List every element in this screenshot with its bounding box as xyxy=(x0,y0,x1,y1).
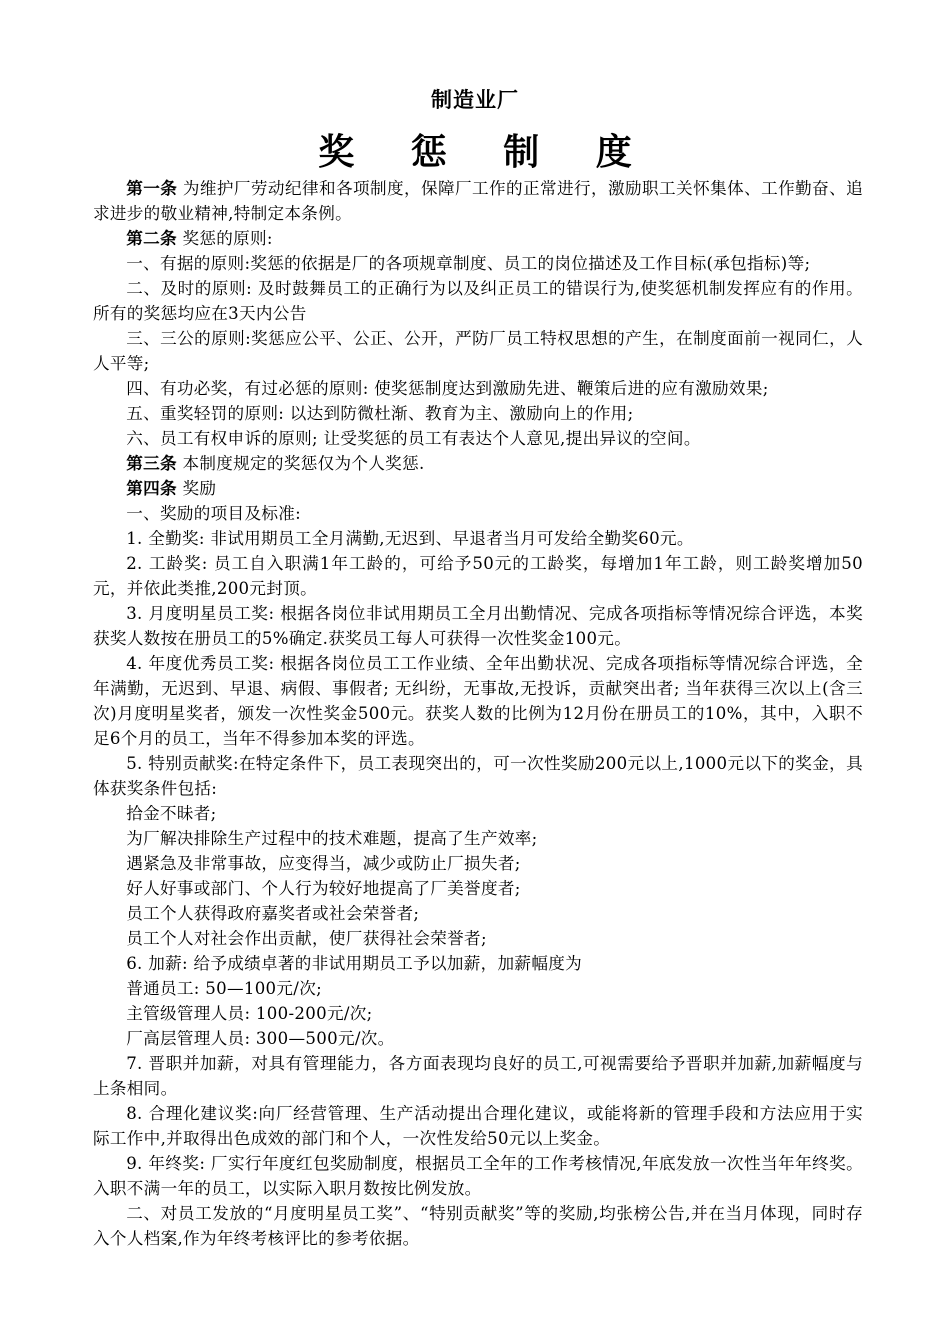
paragraph-text: 五、重奖轻罚的原则: 以达到防微杜渐、教育为主、激励向上的作用; xyxy=(126,404,634,423)
paragraph xyxy=(93,601,863,651)
paragraph xyxy=(93,1151,863,1201)
list-item xyxy=(93,876,863,901)
list-item xyxy=(93,801,863,826)
paragraph-text: 8. 合理化建议奖:向厂经营管理、生产活动提出合理化建议，或能将新的管理手段和方法应用于实际工作中,并取得出色成效的部门和个人，一次性发给50元以上奖金。 xyxy=(93,1104,863,1148)
paragraph xyxy=(93,651,863,751)
paragraph xyxy=(93,951,863,976)
article-label: 第一条 xyxy=(126,179,178,198)
list-item-text: 主管级管理人员: 100-200元/次; xyxy=(126,1004,373,1023)
document-body xyxy=(93,176,863,1251)
paragraph-text: 一、奖励的项目及标准: xyxy=(126,504,302,523)
paragraph xyxy=(93,376,863,401)
paragraph-text: 四、有功必奖，有过必惩的原则: 使奖惩制度达到激励先进、鞭策后进的应有激励效果; xyxy=(126,379,769,398)
paragraph xyxy=(93,326,863,376)
paragraph-text: 2. 工龄奖: 员工自入职满1年工龄的，可给予50元的工龄奖，每增加1年工龄，则工龄奖增加50元，并依此类推,200元封顶。 xyxy=(93,554,863,598)
paragraph-text: 二、对员工发放的“月度明星员工奖”、“特别贡献奖”等的奖励,均张榜公告,并在当月体现，同时存入个人档案,作为年终考核评比的参考依据。 xyxy=(93,1204,863,1248)
list-item-text: 拾金不昧者; xyxy=(126,804,217,823)
paragraph xyxy=(93,1051,863,1101)
list-item xyxy=(93,851,863,876)
paragraph-text: 9. 年终奖: 厂实行年度红包奖励制度，根据员工全年的工作考核情况,年底发放一次性当年年终奖。入职不满一年的员工，以实际入职月数按比例发放。 xyxy=(93,1154,863,1198)
paragraph-text: 本制度规定的奖惩仅为个人奖惩. xyxy=(182,454,425,473)
article-label: 第二条 xyxy=(126,229,177,248)
list-item xyxy=(93,826,863,851)
list-item-text: 遇紧急及非常事故，应变得当，减少或防止厂损失者; xyxy=(126,854,521,873)
list-item xyxy=(93,901,863,926)
paragraph-text: 7. 晋职并加薪，对具有管理能力，各方面表现均良好的员工,可视需要给予晋职并加薪,加薪幅度与上条相同。 xyxy=(93,1054,863,1098)
paragraph-text: 6. 加薪: 给予成绩卓著的非试用期员工予以加薪，加薪幅度为 xyxy=(126,954,583,973)
list-item xyxy=(93,1001,863,1026)
paragraph xyxy=(93,476,863,501)
paragraph-text: 六、员工有权申诉的原则; 让受奖惩的员工有表达个人意见,提出异议的空间。 xyxy=(126,429,701,448)
paragraph xyxy=(93,751,863,801)
list-item-text: 员工个人对社会作出贡献，使厂获得社会荣誉者; xyxy=(126,929,487,948)
paragraph xyxy=(93,451,863,476)
paragraph-text: 为维护厂劳动纪律和各项制度，保障厂工作的正常进行，激励职工关怀集体、工作勤奋、追求进步的敬业精神,特制定本条例。 xyxy=(93,179,864,223)
paragraph xyxy=(93,551,863,601)
paragraph-text: 奖惩的原则: xyxy=(182,229,273,248)
list-item-text: 员工个人获得政府嘉奖者或社会荣誉者; xyxy=(126,904,420,923)
paragraph-text: 3. 月度明星员工奖: 根据各岗位非试用期员工全月出勤情况、完成各项指标等情况综合评选，本奖获奖人数按在册员工的5%确定.获奖员工每人可获得一次性奖金100元。 xyxy=(93,604,863,648)
list-item-text: 好人好事或部门、个人行为较好地提高了厂美誉度者; xyxy=(126,879,521,898)
list-item xyxy=(93,1026,863,1051)
paragraph xyxy=(93,526,863,551)
paragraph-text: 5. 特别贡献奖:在特定条件下，员工表现突出的，可一次性奖励200元以上,1000元以下的奖金，具体获奖条件包括: xyxy=(93,754,863,798)
paragraph-text: 4. 年度优秀员工奖: 根据各岗位员工工作业绩、全年出勤状况、完成各项指标等情况综合评选，全年满勤，无迟到、早退、病假、事假者; 无纠纷，无事故,无投诉，贡献突出者; 当年获得三次以上(含三次)月度明星奖者，颁发一次性奖金500元。获奖人数的比例为12月份在册员工的10%，其中，入职不足6个月的员工，当年不得参加本奖的评选。 xyxy=(93,654,863,748)
article-label: 第三条 xyxy=(126,454,177,473)
paragraph xyxy=(93,1201,863,1251)
paragraph-text: 1. 全勤奖: 非试用期员工全月满勤,无迟到、早退者当月可发给全勤奖60元。 xyxy=(126,529,694,548)
list-item xyxy=(93,926,863,951)
document-subtitle: 制造业厂 xyxy=(431,88,519,112)
paragraph-text: 三、三公的原则:奖惩应公平、公正、公开，严防厂员工特权思想的产生，在制度面前一视同仁，人人平等; xyxy=(93,329,863,373)
paragraph xyxy=(93,1101,863,1151)
document-title: 奖 惩 制 度 xyxy=(318,132,654,173)
paragraph xyxy=(93,426,863,451)
paragraph xyxy=(93,176,863,226)
article-label: 第四条 xyxy=(126,479,177,498)
list-item-text: 为厂解决排除生产过程中的技术难题，提高了生产效率; xyxy=(126,829,538,848)
list-item xyxy=(93,976,863,1001)
paragraph-text: 二、及时的原则: 及时鼓舞员工的正确行为以及纠正员工的错误行为,使奖惩机制发挥应有的作用。所有的奖惩均应在3天内公告 xyxy=(93,279,863,323)
paragraph xyxy=(93,501,863,526)
paragraph xyxy=(93,401,863,426)
list-item-text: 普通员工: 50—100元/次; xyxy=(126,979,322,998)
paragraph xyxy=(93,276,863,326)
paragraph xyxy=(93,226,863,251)
paragraph xyxy=(93,251,863,276)
paragraph-text: 奖励 xyxy=(182,479,217,498)
list-item-text: 厂高层管理人员: 300—500元/次。 xyxy=(126,1029,395,1048)
paragraph-text: 一、有据的原则:奖惩的依据是厂的各项规章制度、员工的岗位描述及工作目标(承包指标)等; xyxy=(126,254,811,273)
